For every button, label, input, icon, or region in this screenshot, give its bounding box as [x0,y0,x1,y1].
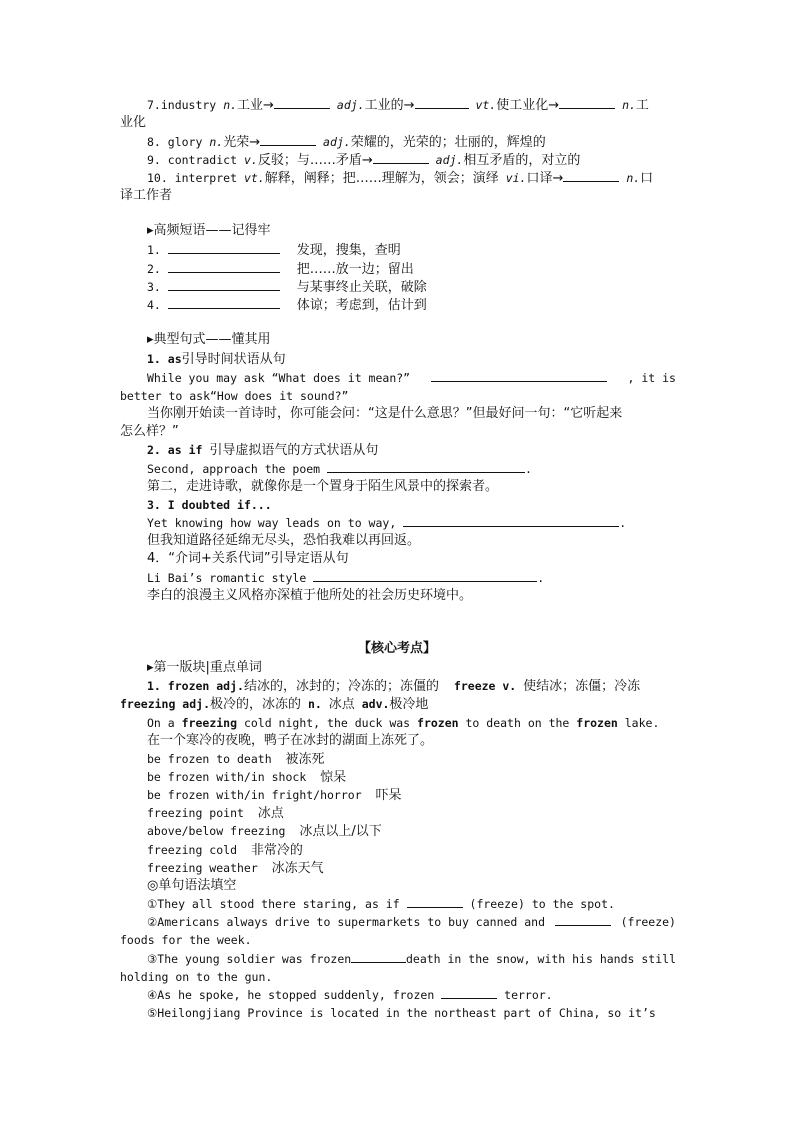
vocab-item-7: 7.industry n.工业→ adj.工业的→ vt.使工业化→ n.工 [147,98,649,113]
collocation-7: freezing weather 冰冻天气 [147,861,324,876]
answer-blank[interactable] [274,96,330,109]
core-example-zh: 在一个寒冷的夜晚，鸭子在冰封的湖面上冻死了。 [147,733,434,748]
answer-blank[interactable] [168,260,280,273]
pattern-4-en: Li Bai’s romantic style . [147,571,545,585]
exercise-2-line2: foods for the week. [120,933,252,947]
answer-blank[interactable] [563,169,619,182]
vocab-item-8: 8. glory n.光荣→ adj.荣耀的，光荣的；壮丽的，辉煌的 [147,135,546,150]
pattern-1-title: 1. as引导时间状语从句 [147,352,286,367]
exercise-3-line1: ③The young soldier was frozen death in the snow, with his hands still [147,952,676,966]
pattern-4-title: 4．“介词+关系代词”引导定语从句 [147,551,349,566]
vocab-item-9: 9. contradict v.反驳；与……矛盾→ adj.相互矛盾的，对立的 [147,153,581,168]
collocation-3: be frozen with/in fright/horror 吓呆 [147,788,402,803]
core-heading: 【核心考点】 [357,641,436,656]
vocab-item-7-cont: 业化 [120,115,147,130]
pattern-2-zh: 第二，走进诗歌，就像你是一个置身于陌生风景中的探索者。 [147,479,499,494]
core-word-1-line2: freezing adj.极冷的，冰冻的 n. 冰点 adv.极冷地 [120,697,429,712]
pattern-1-zh-line2: 怎么样？” [120,424,179,439]
phrase-item-3: 3. 与某事终止关联，破除 [147,280,427,295]
answer-blank[interactable] [441,986,497,999]
vocab-item-10: 10. interpret vt.解释，阐释；把……理解为，领会；演绎 vi.口译→ n.口 [147,171,654,186]
answer-blank[interactable] [168,296,280,309]
collocation-4: freezing point 冰点 [147,806,284,821]
answer-blank[interactable] [559,96,615,109]
pattern-4-zh: 李白的浪漫主义风格亦深植于他所处的社会历史环境中。 [147,588,473,603]
answer-blank[interactable] [168,241,280,254]
answer-blank[interactable] [327,460,525,473]
answer-blank[interactable] [373,151,429,164]
pattern-1-en-line2: better to ask“How does it sound?” [120,389,349,403]
exercise-heading: ◎单句语法填空 [147,878,237,893]
core-example-en: On a freezing cold night, the duck was frozen to death on the frozen lake. [147,716,660,730]
answer-blank[interactable] [168,278,280,291]
answer-blank[interactable] [260,133,316,146]
answer-blank[interactable] [431,369,607,382]
collocation-6: freezing cold 非常冷的 [147,843,303,858]
phrase-item-2: 2. 把……放一边；留出 [147,262,414,277]
pattern-1-zh-line1: 当你刚开始读一首诗时，你可能会问：“这是什么意思？”但最好问一句：“它听起来 [147,406,623,421]
pattern-2-en: Second, approach the poem . [147,462,532,476]
answer-blank[interactable] [407,895,463,908]
core-word-1-line1: 1. frozen adj.结冰的，冰封的；冷冻的；冻僵的 freeze v. 使结冰；冻僵；冷冻 [147,679,641,694]
answer-blank[interactable] [351,950,406,963]
pattern-1-en-line1: While you may ask “What does it mean?” , it is [147,371,676,385]
collocation-5: above/below freezing 冰点以上/以下 [147,824,382,839]
exercise-1: ①They all stood there staring, as if (freeze) to the spot. [147,897,615,911]
answer-blank[interactable] [313,569,537,582]
pattern-3-en: Yet knowing how way leads on to way, . [147,516,627,530]
vocab-item-10-cont: 译工作者 [120,188,173,203]
phrase-item-1: 1. 发现，搜集，查明 [147,243,401,258]
pattern-3-zh: 但我知道路径延绵无尽头，恐怕我难以再回返。 [147,533,421,548]
patterns-heading: ▸典型句式——懂其用 [147,332,271,347]
answer-blank[interactable] [555,913,611,926]
pattern-2-title: 2. as if 引导虚拟语气的方式状语从句 [147,443,379,458]
pattern-3-title: 3. I doubted if... [147,498,272,512]
collocation-1: be frozen to death 被冻死 [147,752,325,767]
core-section-title: ▸第一版块|重点单词 [147,660,262,675]
phrases-heading: ▸高频短语——记得牢 [147,223,271,238]
exercise-2-line1: ②Americans always drive to supermarkets to buy canned and (freeze) [147,915,676,929]
exercise-4: ④As he spoke, he stopped suddenly, frozen terror. [147,988,553,1002]
exercise-5: ⑤Heilongjiang Province is located in the northeast part of China, so it’s [147,1006,656,1020]
phrase-item-4: 4. 体谅；考虑到，估计到 [147,298,427,313]
exercise-3-line2: holding on to the gun. [120,970,273,984]
collocation-2: be frozen with/in shock 惊呆 [147,770,347,785]
answer-blank[interactable] [415,96,469,109]
answer-blank[interactable] [403,514,619,527]
